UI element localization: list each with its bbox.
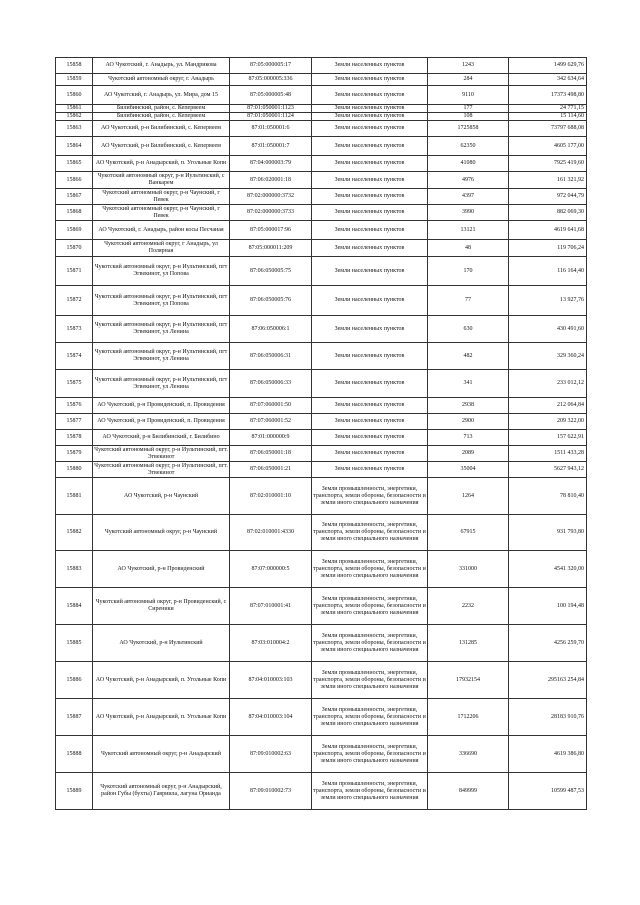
land-category-cell: Земли населенных пунктов xyxy=(312,205,428,221)
cadastral-number-cell: 87:09:010002:73 xyxy=(230,773,312,810)
table-row xyxy=(56,736,587,773)
address-cell: Чукотский автономный округ, р-н Провиденский, с Сиреники xyxy=(93,588,230,625)
address-cell: Чукотский автономный округ, р-н Иультинский, пгт. Эгвекинот xyxy=(94,446,228,460)
area-cell: 77 xyxy=(428,286,509,316)
cadastral-number-cell: 87:05:000005:336 xyxy=(230,74,312,86)
table-row xyxy=(56,172,587,189)
land-category-cell: Земли населенных пунктов xyxy=(312,316,428,343)
row-number-cell: 15858 xyxy=(56,58,93,74)
table-row xyxy=(56,446,587,462)
cadastral-number-cell: 87:05:000005:17 xyxy=(230,58,312,74)
land-category-cell: Земли населенных пунктов xyxy=(312,172,428,189)
cadastral-number-cell: 87:07:060001:52 xyxy=(230,414,312,430)
cadastral-value-cell: 78 810,40 xyxy=(509,478,587,515)
row-number-cell: 15888 xyxy=(56,736,93,773)
address-cell: Чукотский автономный округ, р-н Чаунский, г Певек xyxy=(93,189,230,205)
row-number-cell: 15882 xyxy=(56,515,93,551)
area-cell: 62350 xyxy=(428,137,509,156)
area-cell: 284 xyxy=(428,74,509,86)
table-row xyxy=(56,370,587,398)
cadastral-value-cell: 100 194,48 xyxy=(509,588,587,625)
cadastral-number-cell: 87:09:010002:63 xyxy=(230,736,312,773)
cadastral-number-cell: 87:04:010003:104 xyxy=(230,699,312,736)
land-category-cell: Земли населенных пунктов xyxy=(312,462,428,478)
land-category-cell: Земли промышленности, энергетики, транспорта, земли обороны, безопасности и земли иного специального назначения xyxy=(312,699,428,736)
table-row xyxy=(56,316,587,343)
land-category-cell: Земли населенных пунктов xyxy=(312,105,428,113)
area-cell: 67915 xyxy=(428,515,509,551)
cadastral-value-cell: 329 360,24 xyxy=(509,343,587,370)
cadastral-value-cell: 119 706,24 xyxy=(509,240,587,257)
area-cell: 341 xyxy=(428,370,509,398)
land-category-cell: Земли промышленности, энергетики, транспорта, земли обороны, безопасности и земли иного специального назначения xyxy=(312,515,428,551)
row-number-cell: 15864 xyxy=(56,137,93,156)
land-category-cell: Земли населенных пунктов xyxy=(312,370,428,398)
table-row xyxy=(56,625,587,662)
land-category-cell: Земли промышленности, энергетики, транспорта, земли обороны, безопасности и земли иного специального назначения xyxy=(312,736,428,773)
area-cell: 170 xyxy=(428,257,509,286)
address-cell: Билибинский, район, с. Кепервеем xyxy=(93,105,230,113)
cadastral-value-cell: 972 044,79 xyxy=(509,189,587,205)
address-cell: Чукотский автономный округ, р-н Иультинский, пгт Эгвекинот, ул Попова xyxy=(93,286,230,316)
area-cell: 1243 xyxy=(428,58,509,74)
table-row xyxy=(56,699,587,736)
cadastral-value-cell: 10599 487,53 xyxy=(509,773,587,810)
cadastral-value-cell: 342 634,64 xyxy=(509,74,587,86)
area-cell: 336690 xyxy=(428,736,509,773)
cadastral-number-cell: 87:01:000000:9 xyxy=(230,430,312,446)
address-cell: Чукотский автономный округ, р-н Иультинский, пгт Эгвекинот, ул Попова xyxy=(93,257,230,286)
address-cell: Чукотский автономный округ, р-н Анадырский xyxy=(93,736,230,773)
land-category-cell: Земли населенных пунктов xyxy=(312,398,428,414)
table-row xyxy=(56,86,587,105)
cadastral-number-cell: 87:06:050005:75 xyxy=(230,257,312,286)
area-cell: 48 xyxy=(428,240,509,257)
address-cell: АО Чукотский, г. Анадырь, район косы Песчаная xyxy=(93,221,230,240)
area-cell: 849999 xyxy=(428,773,509,810)
cadastral-value-cell: 4256 259,70 xyxy=(509,625,587,662)
land-category-cell: Земли населенных пунктов xyxy=(312,189,428,205)
cadastral-value-cell: 157 622,91 xyxy=(509,430,587,446)
cadastral-value-cell: 882 069,30 xyxy=(509,205,587,221)
row-number-cell: 15860 xyxy=(56,86,93,105)
land-category-cell: Земли населенных пунктов xyxy=(312,257,428,286)
area-cell: 1725858 xyxy=(428,121,509,137)
cadastral-value-cell: 13 927,76 xyxy=(509,286,587,316)
row-number-cell: 15875 xyxy=(56,370,93,398)
land-category-cell: Земли населенных пунктов xyxy=(312,286,428,316)
land-category-cell: Земли населенных пунктов xyxy=(312,240,428,257)
cadastral-value-cell: 4605 177,00 xyxy=(509,137,587,156)
land-category-cell: Земли населенных пунктов xyxy=(312,430,428,446)
area-cell: 4397 xyxy=(428,189,509,205)
table-row xyxy=(56,137,587,156)
cadastral-number-cell: 87:04:010003:103 xyxy=(230,662,312,699)
cadastral-number-cell: 87:06:050006:1 xyxy=(230,316,312,343)
row-number-cell: 15881 xyxy=(56,478,93,515)
table-row xyxy=(56,58,587,74)
table-row xyxy=(56,221,587,240)
cadastral-number-cell: 87:04:000003:79 xyxy=(230,156,312,172)
area-cell: 2089 xyxy=(428,446,509,462)
address-cell: АО Чукотский, р-н Иультинский xyxy=(93,625,230,662)
area-cell: 4976 xyxy=(428,172,509,189)
row-number-cell: 15870 xyxy=(56,240,93,257)
row-number-cell: 15872 xyxy=(56,286,93,316)
address-cell: Чукотский автономный округ, р-н Иультинский, пгт. Эгвекинот xyxy=(94,462,228,476)
land-category-cell: Земли населенных пунктов xyxy=(312,121,428,137)
land-category-cell: Земли населенных пунктов xyxy=(312,221,428,240)
area-cell: 177 xyxy=(428,105,509,113)
cadastral-value-cell: 28183 910,76 xyxy=(509,699,587,736)
address-cell: Чукотский автономный округ, г Анадырь, ул Полярная xyxy=(93,240,230,257)
table-row xyxy=(56,515,587,551)
table-row xyxy=(56,205,587,221)
land-category-cell: Земли населенных пунктов xyxy=(312,446,428,462)
table-row xyxy=(56,105,587,113)
row-number-cell: 15879 xyxy=(56,446,93,462)
row-number-cell: 15868 xyxy=(56,205,93,221)
area-cell: 131285 xyxy=(428,625,509,662)
cadastral-value-cell: 73797 688,08 xyxy=(509,121,587,137)
area-cell: 1712206 xyxy=(428,699,509,736)
row-number-cell: 15885 xyxy=(56,625,93,662)
area-cell: 2232 xyxy=(428,588,509,625)
address-cell: АО Чукотский, р-н Анадырский, п. Угольные Копи xyxy=(93,662,230,699)
cadastral-value-cell: 209 322,00 xyxy=(509,414,587,430)
land-category-cell: Земли населенных пунктов xyxy=(312,113,428,121)
table-row xyxy=(56,240,587,257)
cadastral-value-cell: 4619 641,68 xyxy=(509,221,587,240)
row-number-cell: 15889 xyxy=(56,773,93,810)
land-category-cell: Земли промышленности, энергетики, транспорта, земли обороны, безопасности и земли иного специального назначения xyxy=(312,662,428,699)
address-cell: АО Чукотский, р-н Провиденский xyxy=(93,551,230,588)
cadastral-value-cell: 1499 629,76 xyxy=(509,58,587,74)
row-number-cell: 15876 xyxy=(56,398,93,414)
table-row xyxy=(56,113,587,121)
table-row xyxy=(56,462,587,478)
address-cell: АО Чукотский, р-н Билибинский, с. Кепервеем xyxy=(93,121,230,137)
cadastral-value-cell: 4619 386,80 xyxy=(509,736,587,773)
cadastral-number-cell: 87:03:010004:2 xyxy=(230,625,312,662)
cadastral-value-cell: 212 064,84 xyxy=(509,398,587,414)
table-row xyxy=(56,551,587,588)
cadastral-value-cell: 161 321,92 xyxy=(509,172,587,189)
table-row xyxy=(56,430,587,446)
table-row xyxy=(56,121,587,137)
address-cell: Чукотский автономный округ, р-н Чаунский, г Певек xyxy=(93,205,230,221)
area-cell: 9110 xyxy=(428,86,509,105)
cadastral-number-cell: 87:02:010001:10 xyxy=(230,478,312,515)
row-number-cell: 15863 xyxy=(56,121,93,137)
row-number-cell: 15880 xyxy=(56,462,93,478)
address-cell: Чукотский автономный округ, р-н Чаунский xyxy=(93,515,230,551)
cadastral-number-cell: 87:01:050001:7 xyxy=(230,137,312,156)
row-number-cell: 15862 xyxy=(56,113,93,121)
table-row xyxy=(56,257,587,286)
area-cell: 713 xyxy=(428,430,509,446)
table-row xyxy=(56,773,587,810)
cadastral-number-cell: 87:02:000000:3732 xyxy=(230,189,312,205)
land-category-cell: Земли населенных пунктов xyxy=(312,414,428,430)
address-cell: АО Чукотский, г. Анадырь, ул. Мандрикова xyxy=(93,58,230,74)
table-row xyxy=(56,478,587,515)
row-number-cell: 15877 xyxy=(56,414,93,430)
address-cell: Билибинский, район, с. Кепервеем xyxy=(93,113,230,121)
cadastral-number-cell: 87:06:050006:33 xyxy=(230,370,312,398)
row-number-cell: 15871 xyxy=(56,257,93,286)
land-category-cell: Земли населенных пунктов xyxy=(312,58,428,74)
table-row xyxy=(56,414,587,430)
land-category-cell: Земли населенных пунктов xyxy=(312,343,428,370)
row-number-cell: 15883 xyxy=(56,551,93,588)
row-number-cell: 15887 xyxy=(56,699,93,736)
cadastral-value-cell: 116 164,40 xyxy=(509,257,587,286)
area-cell: 1264 xyxy=(428,478,509,515)
cadastral-number-cell: 87:06:050005:76 xyxy=(230,286,312,316)
address-cell: Чукотский автономный округ, р-н Иультинский, пгт Эгвекинот, ул Ленина xyxy=(93,370,230,398)
land-category-cell: Земли промышленности, энергетики, транспорта, земли обороны, безопасности и земли иного специального назначения xyxy=(312,773,428,810)
cadastral-value-cell: 430 491,60 xyxy=(509,316,587,343)
cadastral-value-cell: 931 793,80 xyxy=(509,515,587,551)
area-cell: 630 xyxy=(428,316,509,343)
cadastral-number-cell: 87:02:010001:4330 xyxy=(230,515,312,551)
address-cell: АО Чукотский, р-н Билибинский, г. Билибино xyxy=(93,430,230,446)
row-number-cell: 15886 xyxy=(56,662,93,699)
cadastral-value-cell: 15 114,60 xyxy=(509,113,587,121)
area-cell: 3990 xyxy=(428,205,509,221)
cadastral-number-cell: 87:02:000000:3733 xyxy=(230,205,312,221)
cadastral-value-cell: 1511 433,28 xyxy=(509,446,587,462)
table-row xyxy=(56,343,587,370)
cadastral-number-cell: 87:06:020001:18 xyxy=(230,172,312,189)
area-cell: 331000 xyxy=(428,551,509,588)
cadastral-value-cell: 295163 254,84 xyxy=(509,662,587,699)
row-number-cell: 15867 xyxy=(56,189,93,205)
cadastral-value-cell: 5627 943,12 xyxy=(509,462,587,478)
address-cell: Чукотский автономный округ, р-н Иультинский, пгт Эгвекинот, ул Ленина xyxy=(93,316,230,343)
address-cell: АО Чукотский, р-н Провиденский, п. Провидения xyxy=(93,398,230,414)
cadastral-number-cell: 87:05:000005:48 xyxy=(230,86,312,105)
row-number-cell: 15861 xyxy=(56,105,93,113)
cadastral-value-cell: 17373 498,80 xyxy=(509,86,587,105)
cadastral-number-cell: 87:06:050001:18 xyxy=(230,446,312,462)
cadastral-value-cell: 233 012,12 xyxy=(509,370,587,398)
address-cell: АО Чукотский, р-н Анадырский, п. Угольные Копи xyxy=(93,699,230,736)
address-cell: АО Чукотский, р-н Билибинский, с. Кепервеем xyxy=(93,137,230,156)
address-cell: Чукотский автономный округ, р-н Анадырский, район Губы (бухты) Гавриила, лагуна Орианда xyxy=(93,773,230,810)
row-number-cell: 15865 xyxy=(56,156,93,172)
area-cell: 41080 xyxy=(428,156,509,172)
cadastral-number-cell: 87:06:050001:21 xyxy=(230,462,312,478)
row-number-cell: 15878 xyxy=(56,430,93,446)
cadastral-number-cell: 87:06:050006:31 xyxy=(230,343,312,370)
address-cell: АО Чукотский, р-н Провиденский, п. Провидения xyxy=(93,414,230,430)
area-cell: 13121 xyxy=(428,221,509,240)
cadastral-value-cell: 24 771,15 xyxy=(509,105,587,113)
address-cell: Чукотский автономный округ, г. Анадырь xyxy=(93,74,230,86)
address-cell: АО Чукотский, р-н Чаунский xyxy=(93,478,230,515)
land-category-cell: Земли промышленности, энергетики, транспорта, земли обороны, безопасности и земли иного специального назначения xyxy=(312,478,428,515)
area-cell: 17932154 xyxy=(428,662,509,699)
table-row xyxy=(56,74,587,86)
area-cell: 2900 xyxy=(428,414,509,430)
table-row xyxy=(56,156,587,172)
row-number-cell: 15859 xyxy=(56,74,93,86)
address-cell: Чукотский автономный округ, р-н Иультинский, пгт Эгвекинот, ул Ленина xyxy=(93,343,230,370)
table-row xyxy=(56,662,587,699)
cadastral-number-cell: 87:07:010001:41 xyxy=(230,588,312,625)
area-cell: 2938 xyxy=(428,398,509,414)
area-cell: 108 xyxy=(428,113,509,121)
table-row xyxy=(56,286,587,316)
cadastral-number-cell: 87:05:000011:209 xyxy=(230,240,312,257)
cadastral-value-table xyxy=(55,57,587,810)
land-category-cell: Земли населенных пунктов xyxy=(312,156,428,172)
row-number-cell: 15873 xyxy=(56,316,93,343)
cadastral-number-cell: 87:01:050001:1123 xyxy=(230,105,312,113)
cadastral-number-cell: 87:07:000000:5 xyxy=(230,551,312,588)
cadastral-value-cell: 4541 320,00 xyxy=(509,551,587,588)
address-cell: АО Чукотский, р-н Анадырский, п. Угольные Копи xyxy=(93,156,230,172)
cadastral-number-cell: 87:01:050001:6 xyxy=(230,121,312,137)
row-number-cell: 15869 xyxy=(56,221,93,240)
row-number-cell: 15866 xyxy=(56,172,93,189)
cadastral-number-cell: 87:01:050001:1124 xyxy=(230,113,312,121)
table-row xyxy=(56,189,587,205)
table-row xyxy=(56,588,587,625)
table-row xyxy=(56,398,587,414)
land-category-cell: Земли населенных пунктов xyxy=(312,74,428,86)
table-body xyxy=(56,58,587,810)
cadastral-number-cell: 87:07:060001:50 xyxy=(230,398,312,414)
land-category-cell: Земли промышленности, энергетики, транспорта, земли обороны, безопасности и земли иного специального назначения xyxy=(312,625,428,662)
land-category-cell: Земли населенных пунктов xyxy=(312,86,428,105)
address-cell: Чукотский автономный округ, р-н Иультинский, с Ванкарем xyxy=(93,172,230,189)
land-category-cell: Земли промышленности, энергетики, транспорта, земли обороны, безопасности и земли иного специального назначения xyxy=(312,588,428,625)
area-cell: 35004 xyxy=(428,462,509,478)
cadastral-number-cell: 87:05:000017:96 xyxy=(230,221,312,240)
land-category-cell: Земли промышленности, энергетики, транспорта, земли обороны, безопасности и земли иного специального назначения xyxy=(312,551,428,588)
address-cell: АО Чукотский, г. Анадырь, ул. Мира, дом 15 xyxy=(93,86,230,105)
cadastral-value-cell: 7925 419,60 xyxy=(509,156,587,172)
land-category-cell: Земли населенных пунктов xyxy=(312,137,428,156)
row-number-cell: 15874 xyxy=(56,343,93,370)
area-cell: 482 xyxy=(428,343,509,370)
row-number-cell: 15884 xyxy=(56,588,93,625)
